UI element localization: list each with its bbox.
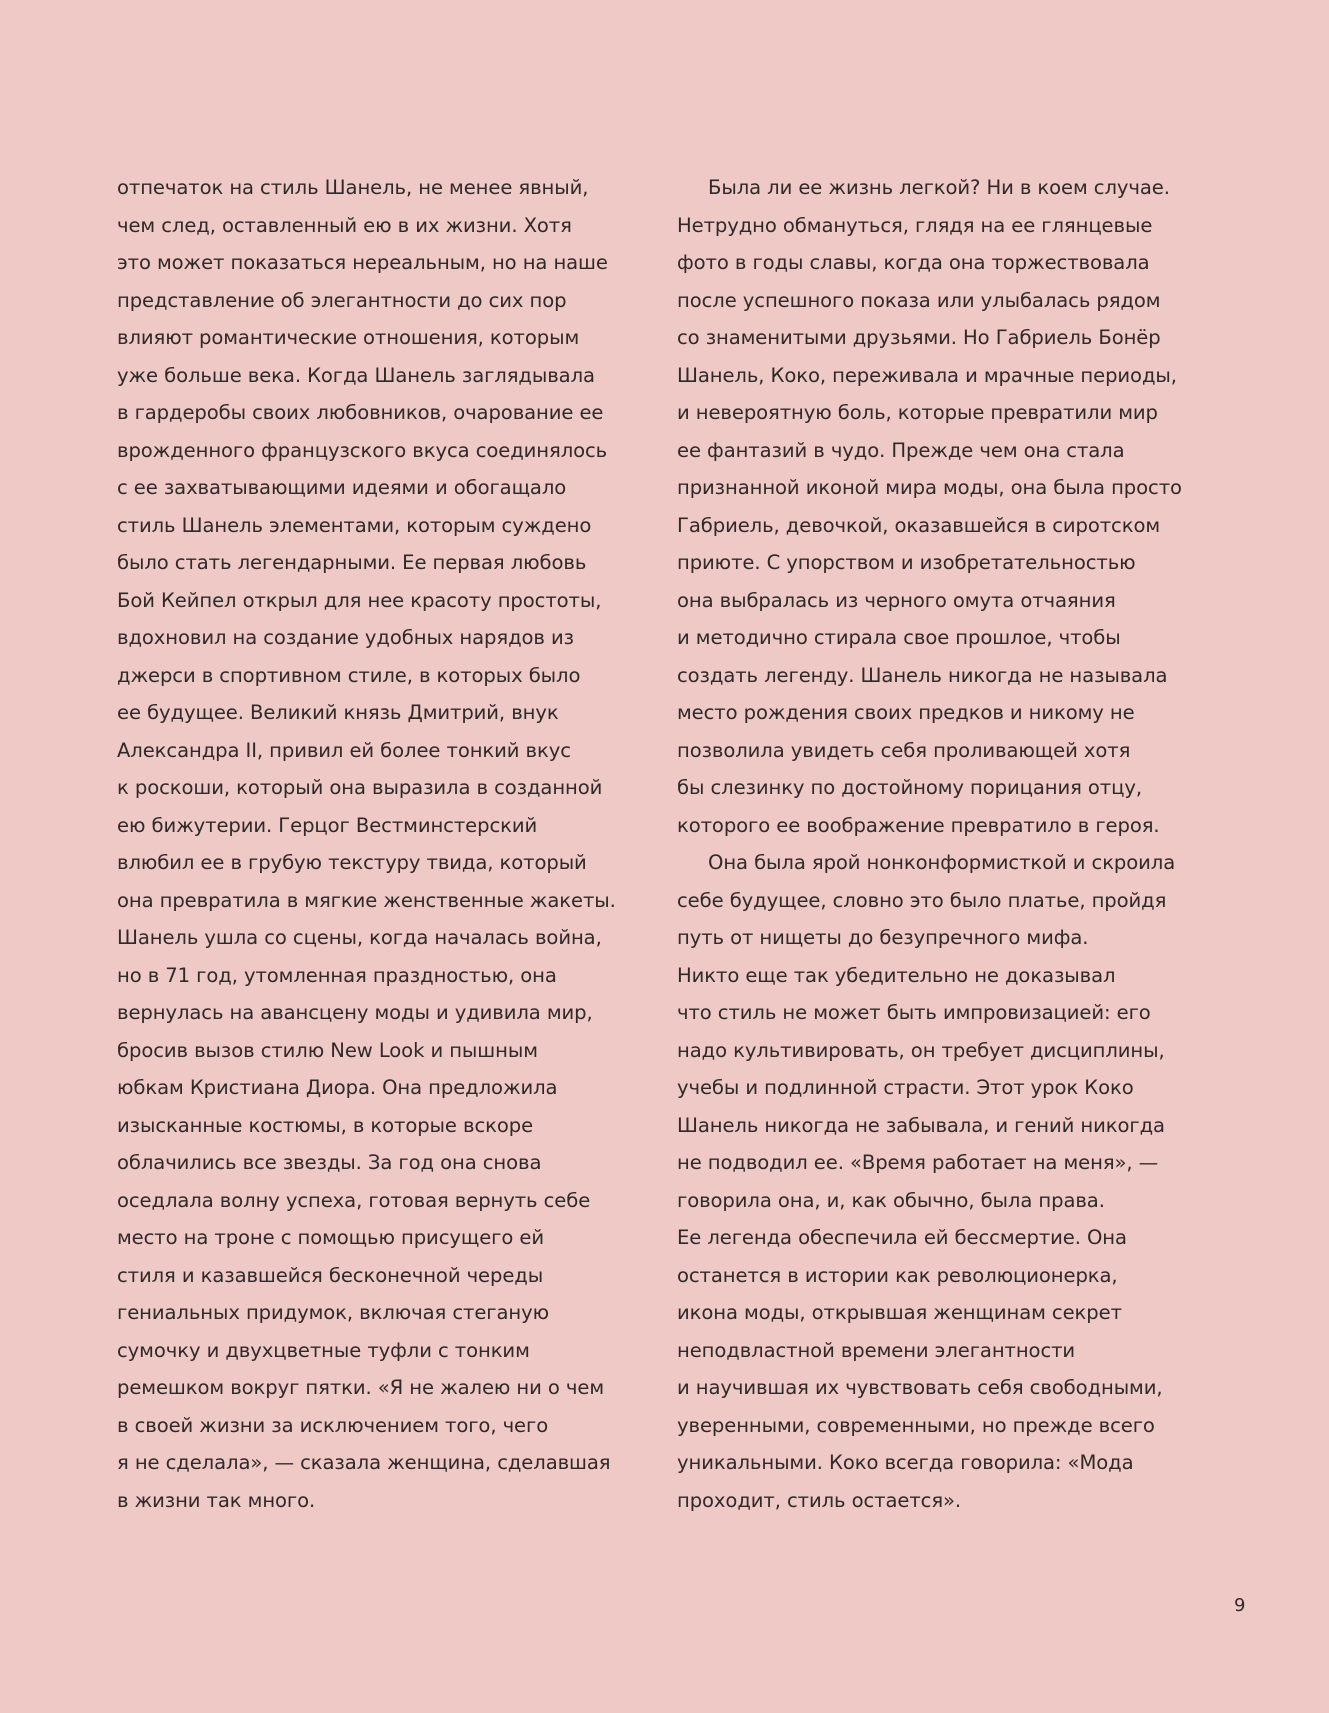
text-line: в своей жизни за исключением того, чего (117, 1413, 549, 1437)
text-line: это может показаться нереальным, но на наше (117, 251, 608, 274)
text-line: ремешком вокруг пятки. «Я не жалею ни о чем (117, 1376, 605, 1399)
text-line: с ее захватывающими идеями и обогащало (117, 476, 567, 499)
text-line: но в 71 год, утомленная праздностью, она (117, 963, 557, 987)
text-line: место на троне с помощью присущего ей (117, 1226, 544, 1249)
text-line: юбкам Кристиана Диора. Она предложила (117, 1076, 558, 1099)
text-line: Бой Кейпел открыл для нее красоту простоты, (117, 588, 602, 612)
text-line: что стиль не может быть импровизацией: его (677, 1001, 1151, 1024)
text-line: учебы и подлинной страсти. Этот урок Коко (677, 1076, 1134, 1099)
text-line: проходит, стиль остается». (677, 1488, 962, 1512)
text-line: и методично стирала свое прошлое, чтобы (677, 626, 1121, 649)
text-line: Шанель никогда не забывала, и гений никогда (677, 1113, 1165, 1137)
text-line: и невероятную боль, которые превратили мир (677, 401, 1158, 424)
text-line: облачились все звезды. За год она снова (117, 1151, 542, 1174)
text-line: Габриель, девочкой, оказавшейся в сиротском (677, 513, 1161, 537)
text-line: место рождения своих предков и никому не (677, 701, 1135, 724)
text-line: сумочку и двухцветные туфли с тонким (117, 1338, 530, 1362)
text-line: я не сделала», — сказала женщина, сделавшая (117, 1451, 611, 1474)
text-line: отпечаток на стиль Шанель, не менее явный, (117, 176, 589, 199)
text-line: Александра II, привил ей более тонкий вкус (117, 738, 571, 762)
text-line: влияют романтические отношения, которым (117, 326, 580, 349)
text-line: в гардеробы своих любовников, очарование ее (117, 401, 604, 424)
text-line: Ее легенда обеспечила ей бессмертие. Она (677, 1226, 1127, 1249)
right-text-column (677, 169, 1207, 1519)
text-line: создать легенду. Шанель никогда не называла (677, 663, 1168, 687)
text-line: влюбил ее в грубую текстуру твида, который (117, 851, 587, 874)
text-line: было стать легендарными. Ее первая любовь (117, 551, 587, 574)
text-line: неподвластной времени элегантности (677, 1338, 1076, 1362)
paragraph-first-line: Была ли ее жизнь легкой? Ни в коем случае. (708, 176, 1170, 199)
text-line: врожденного французского вкуса соединялось (117, 438, 608, 462)
text-line: Шанель ушла со сцены, когда началась война, (117, 926, 602, 949)
text-line: икона моды, открывшая женщинам секрет (677, 1301, 1122, 1324)
text-line: оседлала волну успеха, готовая вернуть себе (117, 1188, 591, 1212)
text-line: стиля и казавшейся бесконечной череды (117, 1263, 544, 1287)
text-line: останется в истории как революционерка, (677, 1263, 1118, 1287)
text-line: стиль Шанель элементами, которым суждено (117, 513, 592, 537)
page-number: 9 (1234, 1595, 1246, 1616)
text-line: ее фантазий в чудо. Прежде чем она стала (677, 438, 1125, 462)
text-line: ее будущее. Великий князь Дмитрий, внук (117, 701, 559, 724)
text-line: Шанель, Коко, переживала и мрачные периоды, (677, 363, 1177, 387)
text-line: и научившая их чувствовать себя свободными, (677, 1376, 1163, 1399)
text-line: себе будущее, словно это было платье, пройдя (677, 888, 1167, 912)
text-line: позволила увидеть себя проливающей хотя (677, 738, 1131, 762)
text-line: к роскоши, который она выразила в созданной (117, 776, 603, 799)
text-line: джерси в спортивном стиле, в которых было (117, 663, 581, 687)
text-line: надо культивировать, он требует дисциплины, (677, 1038, 1165, 1062)
text-line: представление об элегантности до сих пор (117, 288, 567, 312)
text-line: путь от нищеты до безупречного мифа. (677, 926, 1089, 949)
text-line: не подводил ее. «Время работает на меня», — (677, 1151, 1159, 1174)
text-line: гениальных придумок, включая стеганую (117, 1301, 550, 1324)
text-line: Никто еще так убедительно не доказывал (677, 963, 1116, 987)
text-line: после успешного показа или улыбалась рядом (677, 288, 1161, 312)
left-text-column (117, 169, 677, 1519)
text-line: которого ее воображение превратило в героя. (677, 813, 1160, 837)
text-line: вернулась на авансцену моды и удивила мир, (117, 1001, 593, 1024)
text-line: она выбралась из черного омута отчаяния (677, 588, 1116, 612)
text-line: изысканные костюмы, в которые вскоре (117, 1113, 534, 1137)
text-line: говорила она, и, как обычно, была права. (677, 1188, 1105, 1212)
text-line: фото в годы славы, когда она торжествовала (677, 251, 1150, 274)
text-line: в жизни так много. (117, 1488, 316, 1512)
text-line: бросив вызов стилю New Look и пышным (117, 1038, 538, 1062)
text-line: уверенными, современными, но прежде всего (677, 1413, 1155, 1437)
text-line: со знаменитыми друзьями. Но Габриель Бонёр (677, 326, 1161, 349)
text-line: вдохновил на создание удобных нарядов из (117, 626, 574, 649)
text-line: бы слезинку по достойному порицания отцу, (677, 776, 1142, 799)
text-line: она превратила в мягкие женственные жакеты. (117, 888, 616, 912)
text-line: признанной иконой мира моды, она была просто (677, 476, 1182, 499)
text-line: ею бижутерии. Герцог Вестминстерский (117, 813, 538, 837)
text-line: уже больше века. Когда Шанель заглядывала (117, 363, 595, 387)
text-line: чем след, оставленный ею в их жизни. Хотя (117, 213, 572, 237)
text-line: приюте. С упорством и изобретательностью (677, 551, 1136, 574)
text-line: Нетрудно обмануться, глядя на ее глянцевые (677, 213, 1153, 237)
paragraph-first-line: Она была ярой нонконформисткой и скроила (708, 851, 1176, 874)
text-line: уникальными. Коко всегда говорила: «Мода (677, 1451, 1134, 1474)
